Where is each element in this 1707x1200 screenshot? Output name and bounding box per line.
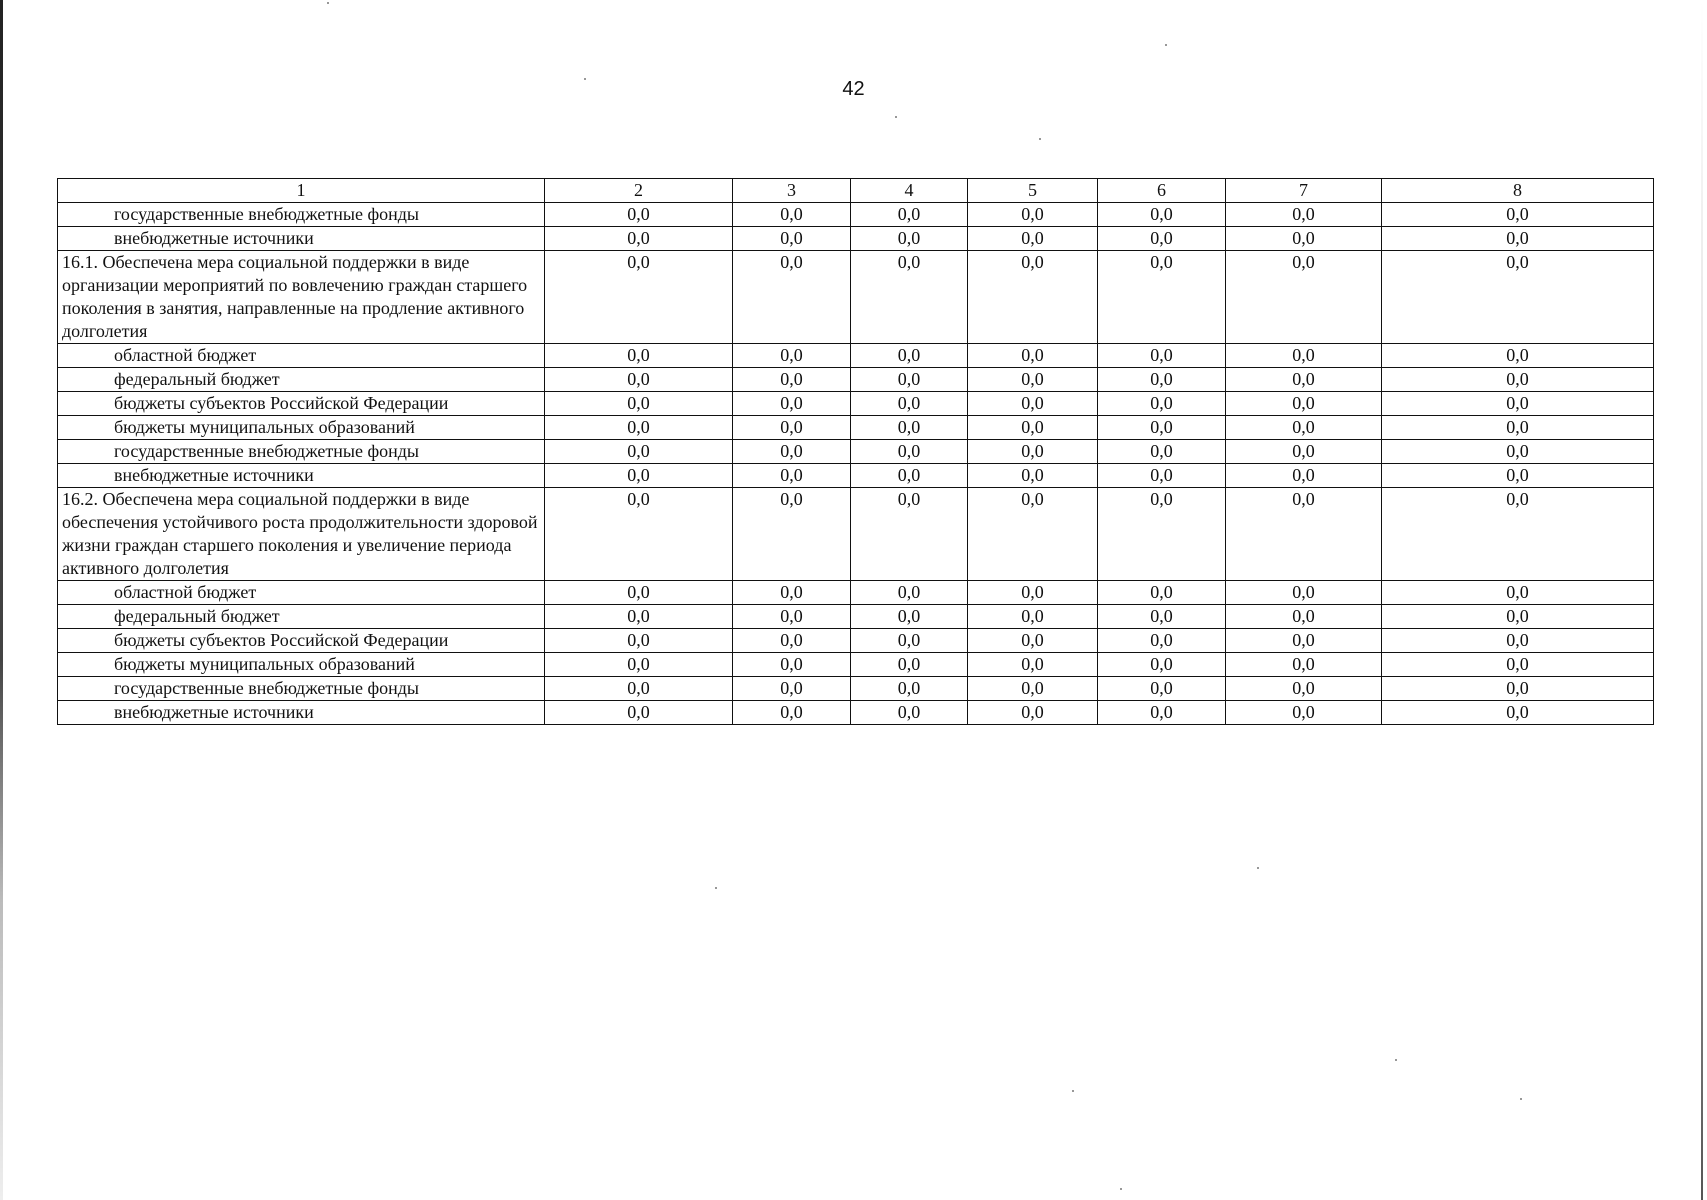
- table-body: [58, 179, 1654, 725]
- value-cell: 0,0: [968, 440, 1098, 464]
- scan-edge-right: [1701, 0, 1703, 1200]
- value-cell: 0,0: [1226, 227, 1382, 251]
- value-cell: 0,0: [968, 416, 1098, 440]
- table-row-source: [58, 392, 1654, 416]
- value-cell: 0,0: [1098, 344, 1226, 368]
- value-cell: 0,0: [851, 416, 968, 440]
- value-cell: 0,0: [851, 344, 968, 368]
- row-label: бюджеты муниципальных образований: [58, 416, 545, 440]
- scan-speck: [1257, 867, 1259, 869]
- value-cell: 0,0: [733, 701, 851, 725]
- value-cell: 0,0: [851, 488, 968, 581]
- table-row-item: [58, 488, 1654, 581]
- scan-speck: [327, 2, 329, 4]
- value-cell: 0,0: [733, 677, 851, 701]
- value-cell: 0,0: [851, 653, 968, 677]
- value-cell: 0,0: [1098, 392, 1226, 416]
- row-label: бюджеты муниципальных образований: [58, 653, 545, 677]
- value-cell: 0,0: [1226, 416, 1382, 440]
- value-cell: 0,0: [1098, 488, 1226, 581]
- scan-speck: [1120, 1188, 1122, 1190]
- header-cell: 6: [1098, 179, 1226, 203]
- table-row-source: [58, 464, 1654, 488]
- table-row-source: [58, 227, 1654, 251]
- value-cell: 0,0: [1382, 440, 1654, 464]
- value-cell: 0,0: [968, 488, 1098, 581]
- value-cell: 0,0: [851, 605, 968, 629]
- table-row-source: [58, 416, 1654, 440]
- value-cell: 0,0: [733, 416, 851, 440]
- value-cell: 0,0: [1226, 392, 1382, 416]
- value-cell: 0,0: [1098, 251, 1226, 344]
- row-label: внебюджетные источники: [58, 227, 545, 251]
- value-cell: 0,0: [851, 701, 968, 725]
- row-label: государственные внебюджетные фонды: [58, 677, 545, 701]
- value-cell: 0,0: [1382, 251, 1654, 344]
- value-cell: 0,0: [968, 605, 1098, 629]
- value-cell: 0,0: [1382, 653, 1654, 677]
- value-cell: 0,0: [733, 203, 851, 227]
- value-cell: 0,0: [968, 344, 1098, 368]
- header-row: [58, 179, 1654, 203]
- value-cell: 0,0: [733, 488, 851, 581]
- value-cell: 0,0: [1226, 344, 1382, 368]
- value-cell: 0,0: [1098, 581, 1226, 605]
- value-cell: 0,0: [1098, 605, 1226, 629]
- value-cell: 0,0: [1226, 653, 1382, 677]
- value-cell: 0,0: [1382, 464, 1654, 488]
- value-cell: 0,0: [545, 464, 733, 488]
- value-cell: 0,0: [1098, 227, 1226, 251]
- value-cell: 0,0: [851, 368, 968, 392]
- value-cell: 0,0: [1226, 251, 1382, 344]
- value-cell: 0,0: [1382, 368, 1654, 392]
- value-cell: 0,0: [1382, 203, 1654, 227]
- value-cell: 0,0: [851, 227, 968, 251]
- row-label: внебюджетные источники: [58, 701, 545, 725]
- row-label: областной бюджет: [58, 581, 545, 605]
- page-number: 42: [842, 78, 865, 100]
- value-cell: 0,0: [1226, 677, 1382, 701]
- value-cell: 0,0: [968, 581, 1098, 605]
- value-cell: 0,0: [968, 629, 1098, 653]
- table-row-source: [58, 653, 1654, 677]
- value-cell: 0,0: [1226, 464, 1382, 488]
- value-cell: 0,0: [1226, 629, 1382, 653]
- scan-speck: [1395, 1059, 1397, 1061]
- value-cell: 0,0: [733, 653, 851, 677]
- value-cell: 0,0: [733, 368, 851, 392]
- table-row-source: [58, 440, 1654, 464]
- table-row-source: [58, 344, 1654, 368]
- table-row-source: [58, 581, 1654, 605]
- value-cell: 0,0: [545, 368, 733, 392]
- value-cell: 0,0: [1382, 581, 1654, 605]
- value-cell: 0,0: [968, 677, 1098, 701]
- value-cell: 0,0: [968, 251, 1098, 344]
- value-cell: 0,0: [733, 344, 851, 368]
- value-cell: 0,0: [851, 392, 968, 416]
- value-cell: 0,0: [733, 392, 851, 416]
- header-cell: 5: [968, 179, 1098, 203]
- value-cell: 0,0: [733, 629, 851, 653]
- value-cell: 0,0: [851, 677, 968, 701]
- scan-speck: [1039, 138, 1041, 140]
- value-cell: 0,0: [733, 440, 851, 464]
- header-cell: 7: [1226, 179, 1382, 203]
- value-cell: 0,0: [968, 203, 1098, 227]
- value-cell: 0,0: [733, 581, 851, 605]
- value-cell: 0,0: [851, 581, 968, 605]
- value-cell: 0,0: [1226, 368, 1382, 392]
- value-cell: 0,0: [851, 464, 968, 488]
- row-label: государственные внебюджетные фонды: [58, 203, 545, 227]
- value-cell: 0,0: [851, 440, 968, 464]
- header-cell: 2: [545, 179, 733, 203]
- value-cell: 0,0: [1226, 701, 1382, 725]
- value-cell: 0,0: [968, 464, 1098, 488]
- row-label: федеральный бюджет: [58, 605, 545, 629]
- budget-table: [57, 178, 1654, 725]
- value-cell: 0,0: [545, 605, 733, 629]
- value-cell: 0,0: [1226, 440, 1382, 464]
- scan-speck: [1165, 44, 1167, 46]
- table-row-source: [58, 629, 1654, 653]
- value-cell: 0,0: [1382, 392, 1654, 416]
- value-cell: 0,0: [545, 653, 733, 677]
- value-cell: 0,0: [851, 251, 968, 344]
- table-row-source: [58, 203, 1654, 227]
- header-cell: 8: [1382, 179, 1654, 203]
- value-cell: 0,0: [1382, 629, 1654, 653]
- scan-speck: [715, 887, 717, 889]
- row-label: 16.1. Обеспечена мера социальной поддержки в виде организации мероприятий по вовлечению граждан старшего поколения в занятия, направленные на продление активного долголетия: [58, 251, 545, 344]
- value-cell: 0,0: [968, 392, 1098, 416]
- value-cell: 0,0: [968, 701, 1098, 725]
- value-cell: 0,0: [1382, 227, 1654, 251]
- value-cell: 0,0: [1226, 581, 1382, 605]
- value-cell: 0,0: [1226, 488, 1382, 581]
- value-cell: 0,0: [1226, 605, 1382, 629]
- value-cell: 0,0: [1098, 464, 1226, 488]
- table-row-source: [58, 605, 1654, 629]
- value-cell: 0,0: [545, 581, 733, 605]
- header-cell: 3: [733, 179, 851, 203]
- value-cell: 0,0: [1382, 677, 1654, 701]
- value-cell: 0,0: [545, 344, 733, 368]
- value-cell: 0,0: [968, 653, 1098, 677]
- value-cell: 0,0: [968, 368, 1098, 392]
- value-cell: 0,0: [851, 203, 968, 227]
- header-cell: 4: [851, 179, 968, 203]
- value-cell: 0,0: [1098, 440, 1226, 464]
- table-row-item: [58, 251, 1654, 344]
- value-cell: 0,0: [545, 440, 733, 464]
- scan-speck: [895, 116, 897, 118]
- row-label: областной бюджет: [58, 344, 545, 368]
- table-row-source: [58, 677, 1654, 701]
- row-label: федеральный бюджет: [58, 368, 545, 392]
- value-cell: 0,0: [968, 227, 1098, 251]
- value-cell: 0,0: [1098, 629, 1226, 653]
- value-cell: 0,0: [1098, 653, 1226, 677]
- value-cell: 0,0: [1098, 368, 1226, 392]
- value-cell: 0,0: [545, 227, 733, 251]
- value-cell: 0,0: [1098, 677, 1226, 701]
- value-cell: 0,0: [545, 203, 733, 227]
- value-cell: 0,0: [545, 677, 733, 701]
- value-cell: 0,0: [1226, 203, 1382, 227]
- value-cell: 0,0: [733, 227, 851, 251]
- value-cell: 0,0: [545, 629, 733, 653]
- value-cell: 0,0: [1382, 701, 1654, 725]
- row-label: бюджеты субъектов Российской Федерации: [58, 392, 545, 416]
- value-cell: 0,0: [1098, 416, 1226, 440]
- value-cell: 0,0: [1098, 701, 1226, 725]
- value-cell: 0,0: [733, 251, 851, 344]
- value-cell: 0,0: [851, 629, 968, 653]
- value-cell: 0,0: [1382, 344, 1654, 368]
- value-cell: 0,0: [1098, 203, 1226, 227]
- row-label: бюджеты субъектов Российской Федерации: [58, 629, 545, 653]
- value-cell: 0,0: [1382, 488, 1654, 581]
- row-label: 16.2. Обеспечена мера социальной поддержки в виде обеспечения устойчивого роста продолжительности здоровой жизни граждан старшего поколения и увеличение периода активного долголетия: [58, 488, 545, 581]
- value-cell: 0,0: [545, 392, 733, 416]
- value-cell: 0,0: [733, 605, 851, 629]
- scan-edge-left: [0, 0, 3, 1200]
- value-cell: 0,0: [1382, 416, 1654, 440]
- table-row-source: [58, 368, 1654, 392]
- value-cell: 0,0: [733, 464, 851, 488]
- scan-speck: [1520, 1098, 1522, 1100]
- row-label: государственные внебюджетные фонды: [58, 440, 545, 464]
- value-cell: 0,0: [545, 251, 733, 344]
- value-cell: 0,0: [545, 701, 733, 725]
- scan-speck: [1072, 1090, 1074, 1092]
- row-label: внебюджетные источники: [58, 464, 545, 488]
- table-row-source: [58, 701, 1654, 725]
- header-cell: 1: [58, 179, 545, 203]
- value-cell: 0,0: [545, 488, 733, 581]
- value-cell: 0,0: [1382, 605, 1654, 629]
- value-cell: 0,0: [545, 416, 733, 440]
